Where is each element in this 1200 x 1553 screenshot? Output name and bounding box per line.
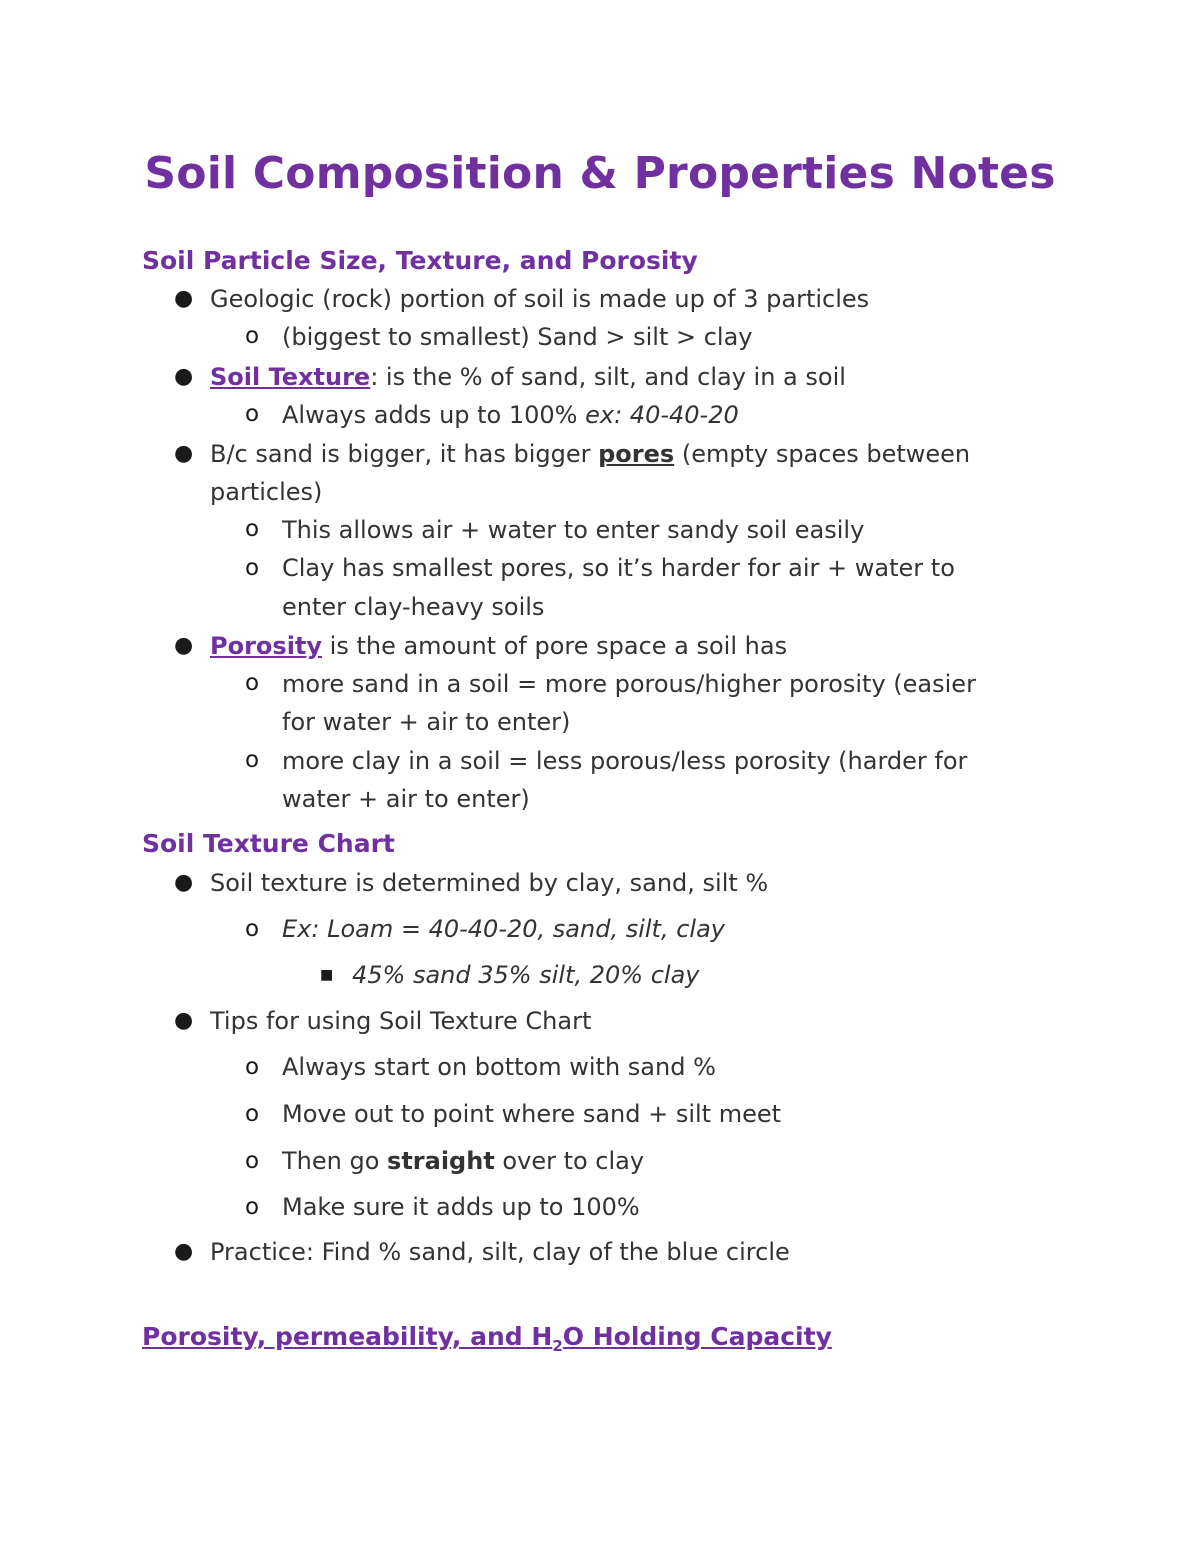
list-item-bc-sand [210,439,970,469]
then-text: Then go [282,1147,388,1175]
sub-bullet-marker: o [245,1101,260,1127]
page-title: Soil Composition & Properties Notes [144,148,1056,199]
bullet-marker: ● [174,633,194,658]
term-porosity: Porosity [210,632,323,660]
list-item-clay-pores-cont: enter clay-heavy soils [282,593,545,621]
term-straight: straight [387,1147,495,1175]
then-text-2: over to clay [494,1147,645,1175]
sub-bullet-marker: o [245,916,260,942]
sub-bullet-marker: o [245,555,260,581]
list-item-start: Always start on bottom with sand % [282,1053,716,1081]
sub-bullet-marker: o [245,1148,260,1174]
term-soil-texture: Soil Texture [210,363,371,391]
list-item-make-sure: Make sure it adds up to 100% [282,1193,640,1221]
sub-bullet-marker: o [245,401,260,427]
bullet-marker: ● [174,1239,194,1264]
list-item-tips: Tips for using Soil Texture Chart [210,1007,592,1035]
list-item-more-sand: more sand in a soil = more porous/higher porosity (easier [282,670,976,698]
heading-part-1: Porosity, permeability, and H [142,1322,553,1351]
bullet-marker: ● [174,870,194,895]
bc-sand-text-2: (empty spaces between [674,440,971,468]
list-item-geologic: Geologic (rock) portion of soil is made up of 3 particles [210,285,870,313]
sub-bullet-marker: o [245,1054,260,1080]
sub-bullet-marker: o [245,323,260,349]
bullet-marker: ● [174,441,194,466]
bc-sand-text: B/c sand is bigger, it has bigger [210,440,599,468]
list-item-soil-texture [210,362,846,392]
section-heading-porosity-permeability [142,1322,832,1355]
list-item-practice: Practice: Find % sand, silt, clay of the blue circle [210,1238,790,1266]
sub-bullet-marker: o [245,747,260,773]
sub-bullet-marker: o [245,516,260,542]
list-item-bc-sand-cont: particles) [210,478,323,506]
bullet-marker: ● [174,1008,194,1033]
term-pores: pores [598,440,675,468]
list-item-clay-pores: Clay has smallest pores, so it’s harder for air + water to [282,554,955,582]
section-heading-particle-size: Soil Particle Size, Texture, and Porosity [142,246,698,275]
list-item-porosity [210,631,787,661]
porosity-definition: is the amount of pore space a soil has [322,632,788,660]
sub-bullet-marker: o [245,670,260,696]
list-item-more-clay-cont: water + air to enter) [282,785,530,813]
square-bullet-marker: ■ [320,967,334,983]
section-heading-texture-chart: Soil Texture Chart [142,829,395,858]
list-item-ex-loam: Ex: Loam = 40-40-20, sand, silt, clay [282,915,725,943]
list-item-determined: Soil texture is determined by clay, sand, silt % [210,869,769,897]
always-100-text: Always adds up to 100% [282,401,586,429]
always-100-example: ex: 40-40-20 [585,401,739,429]
heading-part-2: O Holding Capacity [562,1322,832,1351]
heading-subscript: 2 [552,1337,563,1355]
list-item-percentages: 45% sand 35% silt, 20% clay [352,961,700,989]
bullet-marker: ● [174,286,194,311]
texture-definition: : is the % of sand, silt, and clay in a soil [370,363,846,391]
list-item-then [282,1146,644,1176]
bullet-marker: ● [174,364,194,389]
list-item-move: Move out to point where sand + silt meet [282,1100,782,1128]
list-item-allows: This allows air + water to enter sandy soil easily [282,516,865,544]
list-item-more-clay: more clay in a soil = less porous/less porosity (harder for [282,747,968,775]
list-item-always-100 [282,400,739,430]
sub-bullet-marker: o [245,1194,260,1220]
list-item-more-sand-cont: for water + air to enter) [282,708,571,736]
list-item-biggest: (biggest to smallest) Sand > silt > clay [282,323,753,351]
